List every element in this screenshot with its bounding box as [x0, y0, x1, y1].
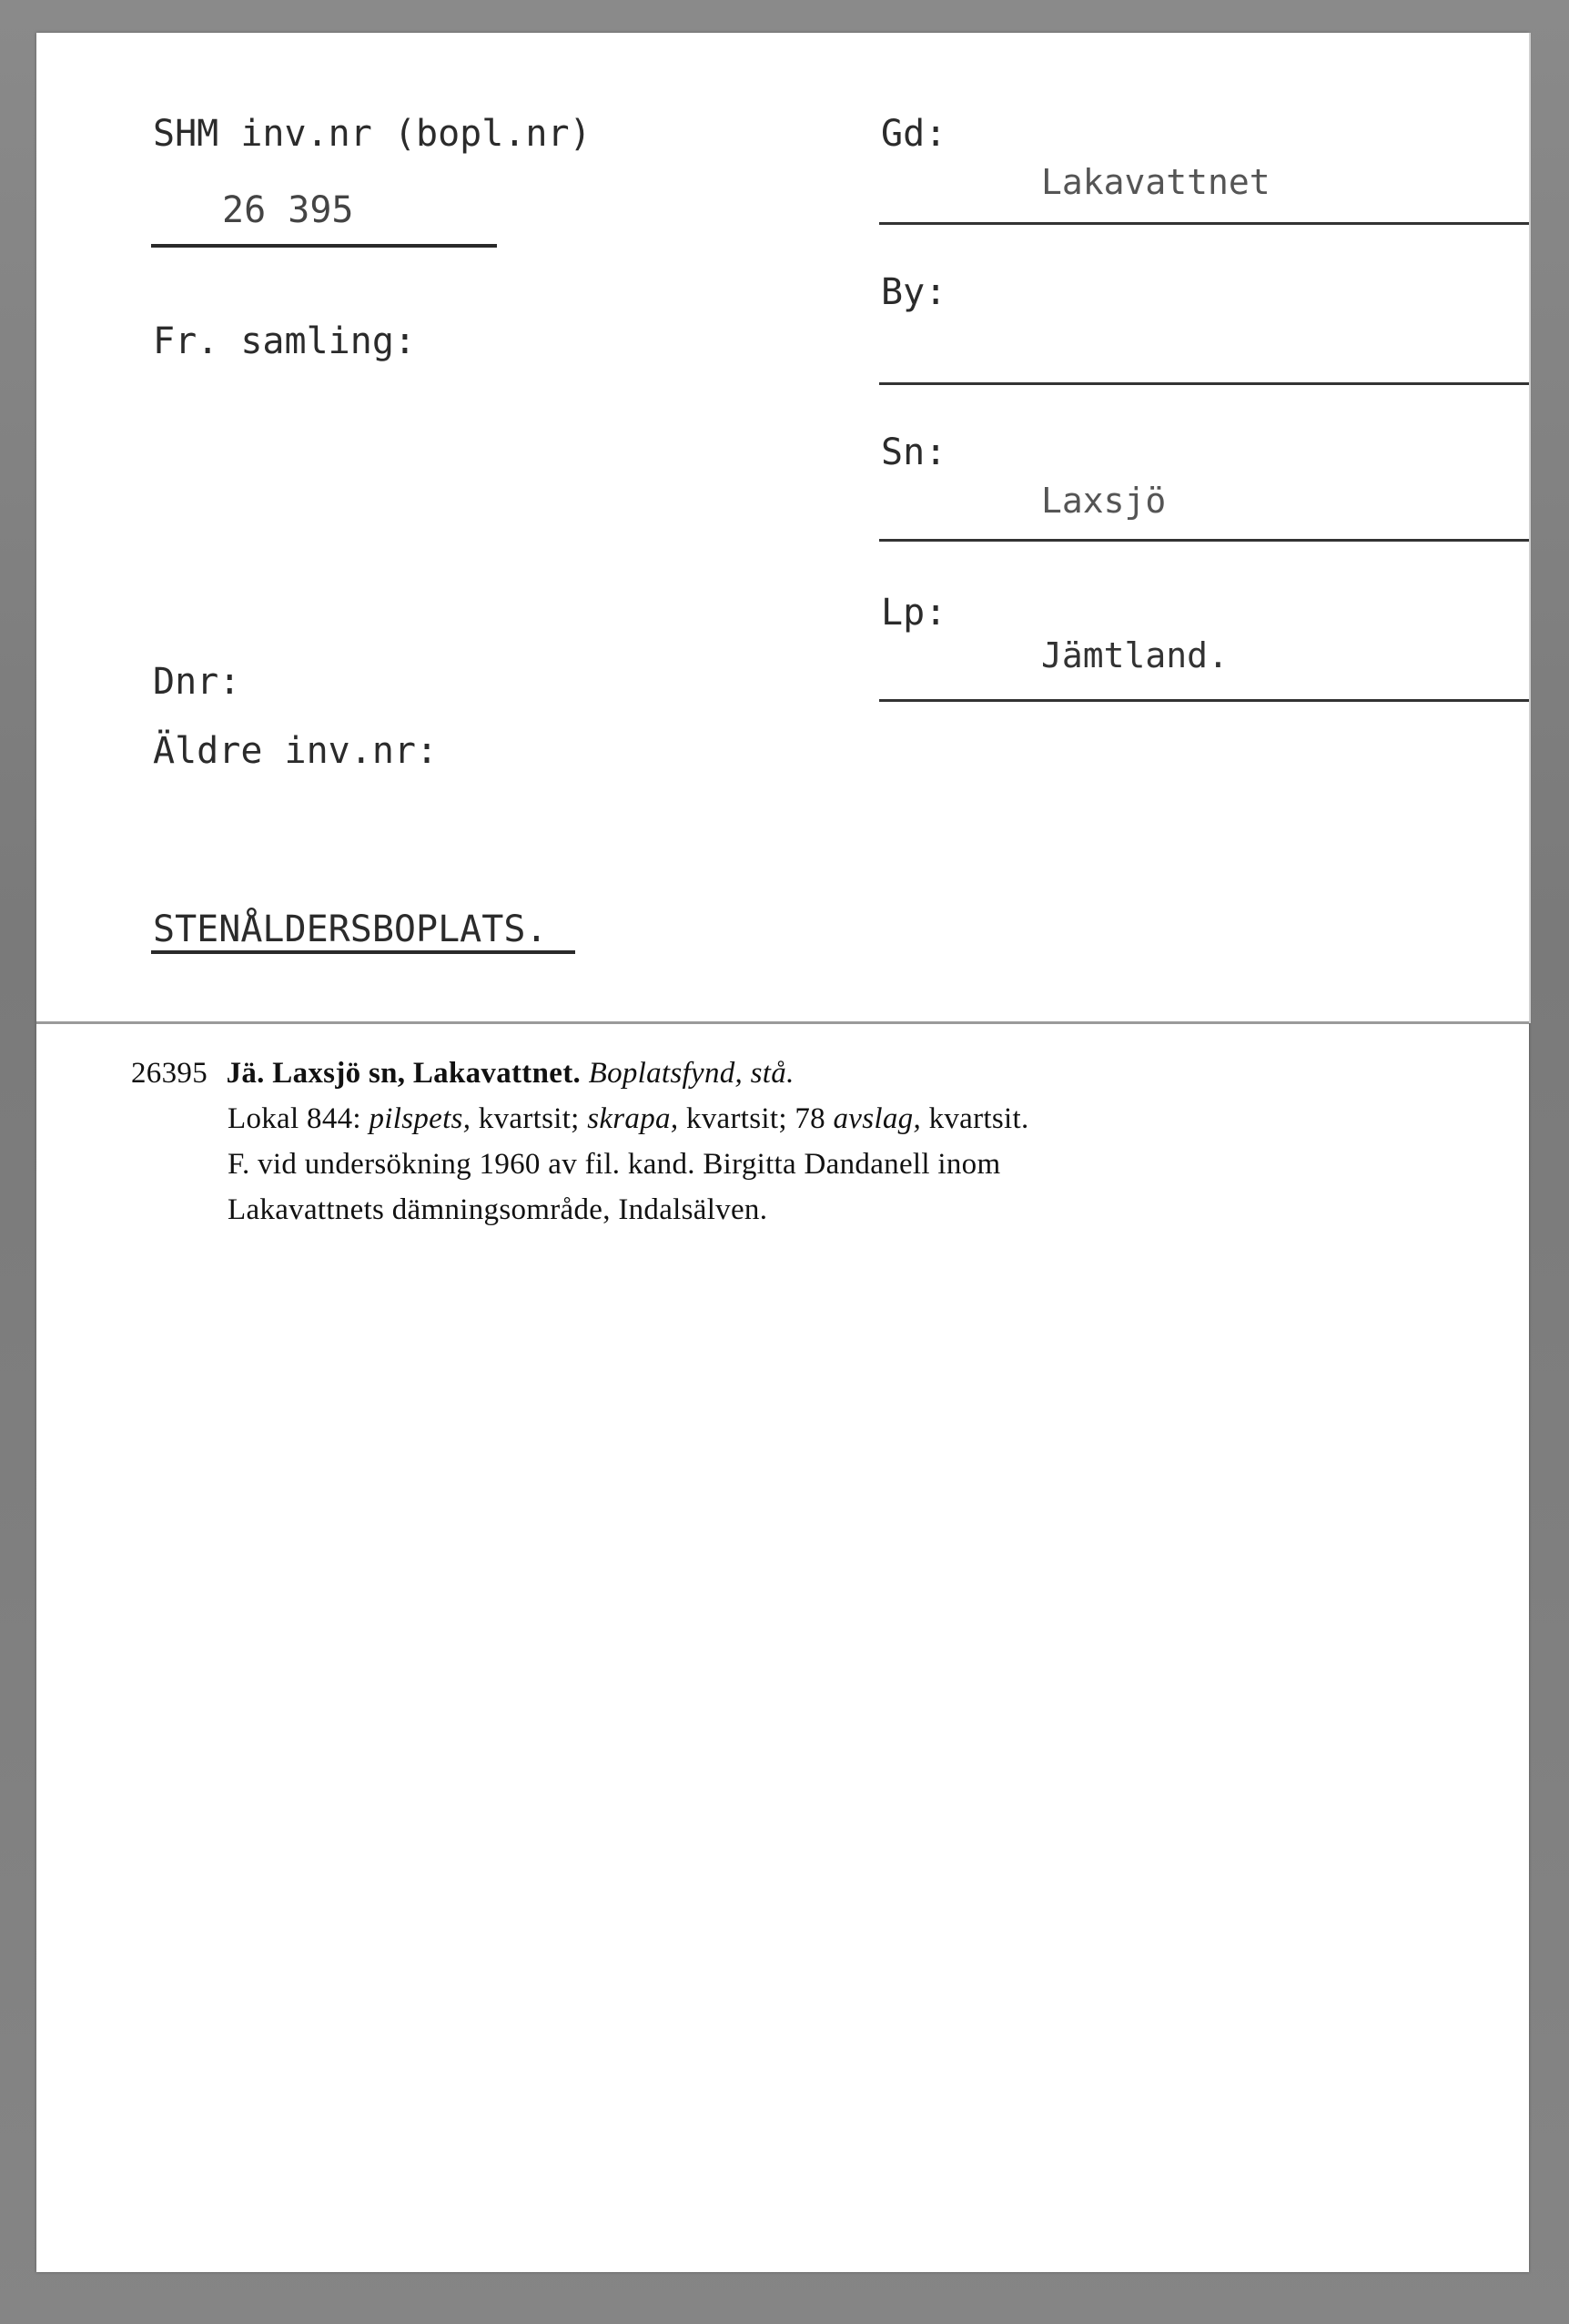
entry-line-2-italic: avslag, [833, 1102, 922, 1135]
category-underline [151, 950, 575, 954]
aldre-inv-nr-label: Äldre inv.nr: [153, 730, 439, 772]
inv-nr-label: SHM inv.nr (bopl.nr) [153, 113, 592, 155]
lp-underline [879, 699, 1529, 702]
lp-value: Jämtland. [1041, 635, 1229, 675]
sn-value: Laxsjö [1041, 481, 1167, 521]
sn-label: Sn: [881, 431, 947, 473]
entry-line-2-part: Lokal 844: [228, 1102, 369, 1135]
entry-line-4: Lakavattnets dämningsområde, Indalsälven. [228, 1193, 768, 1226]
by-label: By: [881, 271, 947, 313]
gd-value: Lakavattnet [1041, 162, 1270, 202]
inv-nr-underline [151, 244, 497, 248]
entry-heading-italic: Boplatsfynd, stå. [588, 1057, 795, 1090]
gd-label: Gd: [881, 113, 947, 155]
entry-line-2-part: kvartsit; 78 [678, 1102, 834, 1135]
entry-line-2-part: kvartsit; [471, 1102, 588, 1135]
category-heading: STENÅLDERSBOPLATS. [153, 908, 548, 950]
entry-line-2-part: kvartsit. [921, 1102, 1029, 1135]
card-divider [36, 1021, 1529, 1024]
entry-heading-bold: Jä. Laxsjö sn, Lakavattnet. [226, 1057, 582, 1090]
catalog-card [36, 33, 1529, 2272]
lp-label: Lp: [881, 592, 947, 634]
inv-nr-value: 26 395 [222, 189, 354, 231]
card-form-panel [36, 33, 1531, 1023]
catalog-entry [131, 1050, 1332, 1233]
entry-line-3: F. vid undersökning 1960 av fil. kand. Birgitta Dandanell inom [228, 1148, 1001, 1181]
entry-number: 26395 [131, 1057, 208, 1090]
fr-samling-label: Fr. samling: [153, 320, 416, 362]
gd-underline [879, 222, 1529, 225]
sn-underline [879, 539, 1529, 542]
dnr-label: Dnr: [153, 661, 241, 703]
by-underline [879, 382, 1529, 385]
entry-heading-line [131, 1050, 1332, 1096]
entry-line-2-italic: pilspets, [369, 1102, 471, 1135]
entry-line-2-italic: skrapa, [587, 1102, 679, 1135]
entry-line-2 [131, 1096, 1332, 1142]
